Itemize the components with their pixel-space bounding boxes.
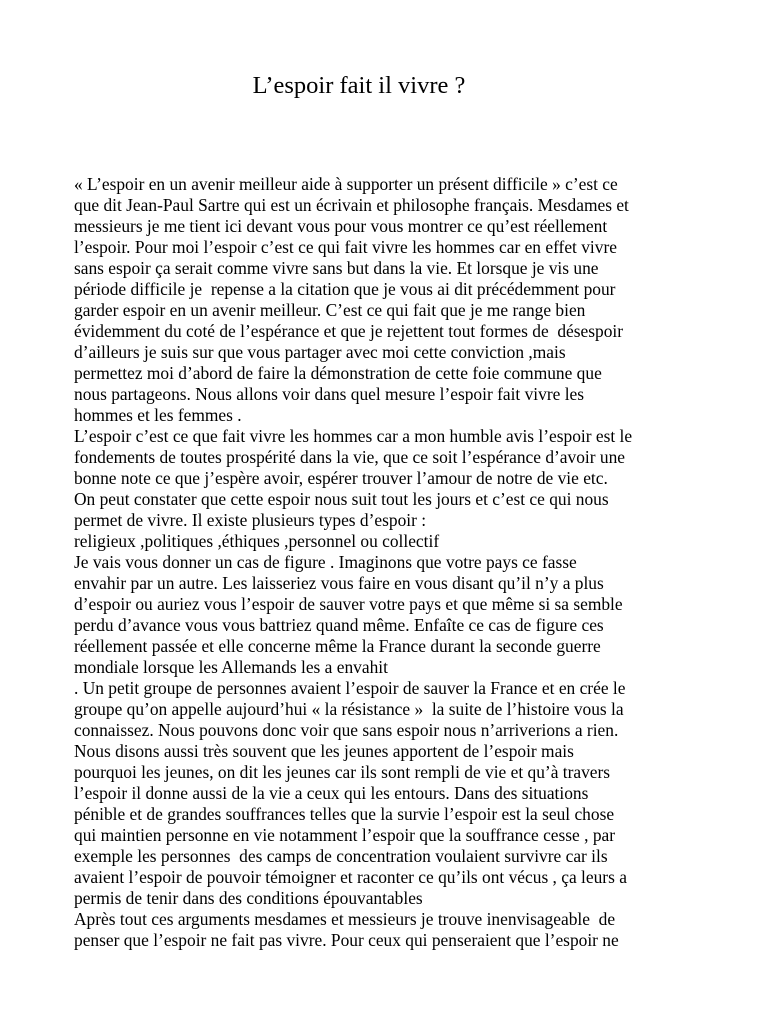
- text-line: exemple les personnes des camps de concentration voulaient survivre car ils: [74, 846, 608, 866]
- text-line: fondements de toutes prospérité dans la vie, que ce soit l’espérance d’avoir une: [74, 447, 625, 467]
- text-line: On peut constater que cette espoir nous suit tout les jours et c’est ce qui nous: [74, 489, 609, 509]
- text-line: religieux ,politiques ,éthiques ,personnel ou collectif: [74, 531, 440, 551]
- text-line: permis de tenir dans des conditions épouvantables: [74, 888, 423, 908]
- text-line: . Un petit groupe de personnes avaient l’espoir de sauver la France et en crée le: [74, 678, 626, 698]
- text-line: sans espoir ça serait comme vivre sans but dans la vie. Et lorsque je vis une: [74, 258, 599, 278]
- text-line: hommes et les femmes .: [74, 405, 242, 425]
- text-line: Nous disons aussi très souvent que les jeunes apportent de l’espoir mais: [74, 741, 574, 761]
- text-line: messieurs je me tient ici devant vous pour vous montrer ce qu’est réellement: [74, 216, 608, 236]
- text-line: d’espoir ou auriez vous l’espoir de sauver votre pays et que même si sa semble: [74, 594, 623, 614]
- text-line: connaissez. Nous pouvons donc voir que sans espoir nous n’arriverions a rien.: [74, 720, 619, 740]
- text-line: permettez moi d’abord de faire la démonstration de cette foie commune que: [74, 363, 602, 383]
- text-line: pénible et de grandes souffrances telles que la survie l’espoir est la seul chose: [74, 804, 615, 824]
- text-line: perdu d’avance vous vous battriez quand même. Enfaîte ce cas de figure ces: [74, 615, 604, 635]
- text-line: d’ailleurs je suis sur que vous partager avec moi cette conviction ,mais: [74, 342, 566, 362]
- text-line: que dit Jean-Paul Sartre qui est un écrivain et philosophe français. Mesdames et: [74, 195, 629, 215]
- text-line: garder espoir en un avenir meilleur. C’est ce qui fait que je me range bien: [74, 300, 586, 320]
- text-line: réellement passée et elle concerne même la France durant la seconde guerre: [74, 636, 601, 656]
- text-line: penser que l’espoir ne fait pas vivre. Pour ceux qui penseraient que l’espoir ne: [74, 930, 619, 950]
- text-line: bonne note ce que j’espère avoir, espérer trouver l’amour de notre de vie etc.: [74, 468, 608, 488]
- text-line: envahir par un autre. Les laisseriez vous faire en vous disant qu’il n’y a plus: [74, 573, 604, 593]
- text-line: l’espoir. Pour moi l’espoir c’est ce qui fait vivre les hommes car en effet vivre: [74, 237, 617, 257]
- text-line: groupe qu’on appelle aujourd’hui « la résistance » la suite de l’histoire vous la: [74, 699, 624, 719]
- document-body: [74, 174, 714, 951]
- text-line: pourquoi les jeunes, on dit les jeunes car ils sont rempli de vie et qu’à travers: [74, 762, 611, 782]
- text-line: période difficile je repense a la citation que je vous ai dit précédemment pour: [74, 279, 616, 299]
- text-line: mondiale lorsque les Allemands les a envahit: [74, 657, 388, 677]
- text-line: nous partageons. Nous allons voir dans quel mesure l’espoir fait vivre les: [74, 384, 585, 404]
- text-line: évidemment du coté de l’espérance et que je rejettent tout formes de désespoir: [74, 321, 624, 341]
- text-line: Je vais vous donner un cas de figure . Imaginons que votre pays ce fasse: [74, 552, 577, 572]
- text-line: permet de vivre. Il existe plusieurs types d’espoir :: [74, 510, 427, 530]
- text-line: Après tout ces arguments mesdames et messieurs je trouve inenvisageable de: [74, 909, 616, 929]
- text-line: avaient l’espoir de pouvoir témoigner et raconter ce qu’ils ont vécus , ça leurs a: [74, 867, 627, 887]
- text-line: L’espoir c’est ce que fait vivre les hommes car a mon humble avis l’espoir est le: [74, 426, 633, 446]
- document-title: L’espoir fait il vivre ?: [252, 72, 466, 99]
- text-line: « L’espoir en un avenir meilleur aide à supporter un présent difficile » c’est ce: [74, 174, 618, 194]
- text-line: l’espoir il donne aussi de la vie a ceux qui les entours. Dans des situations: [74, 783, 589, 803]
- text-line: qui maintien personne en vie notamment l’espoir que la souffrance cesse , par: [74, 825, 616, 845]
